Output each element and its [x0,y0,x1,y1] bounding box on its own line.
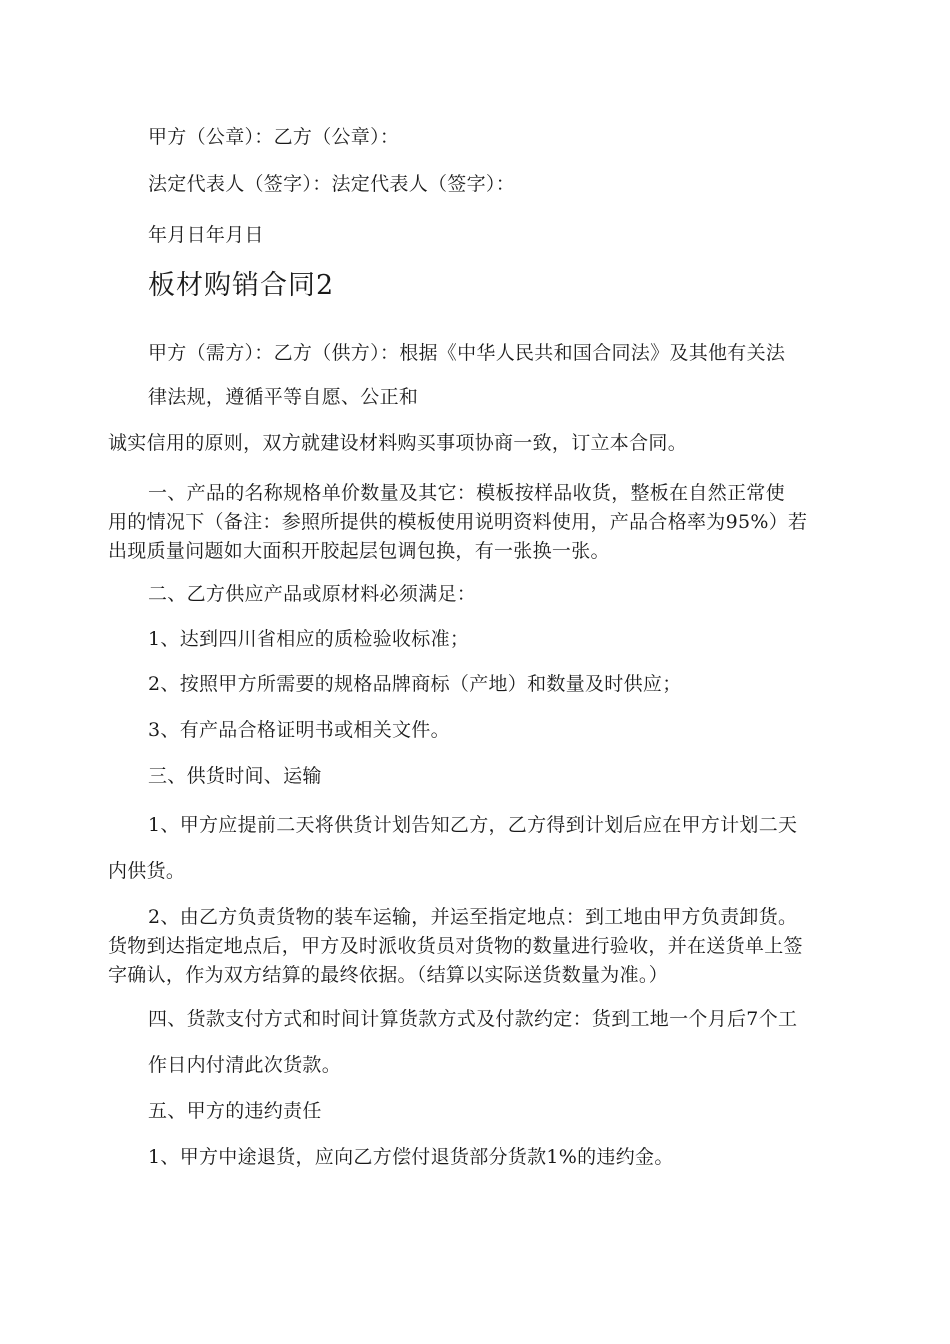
intro-line-1: 甲方（需方）：乙方（供方）：根据《中华人民共和国合同法》及其他有关法 [148,342,786,364]
party-seal-line: 甲方（公章）：乙方（公章）： [148,126,400,148]
section-2-item-2: 2、按照甲方所需要的规格品牌商标（产地）和数量及时供应； [148,673,682,695]
section-4-line-2: 作日内付清此次货款。 [148,1054,342,1076]
section-3-item-2-line-3: 字确认，作为双方结算的最终依据。（结算以实际送货数量为准。） [108,964,669,986]
section-5-item-1: 1、甲方中途退货，应向乙方偿付退货部分货款1%的违约金。 [148,1146,674,1168]
section-3-item-1-line-2: 内供货。 [108,860,186,882]
section-1-line-2: 用的情况下（备注：参照所提供的模板使用说明资料使用，产品合格率为95%）若 [108,511,808,533]
section-3-item-1-line-1: 1、甲方应提前二天将供货计划告知乙方，乙方得到计划后应在甲方计划二天 [148,814,798,836]
section-4-line-1: 四、货款支付方式和时间计算货款方式及付款约定：货到工地一个月后7个工 [148,1008,798,1030]
section-1-line-3: 出现质量问题如大面积开胶起层包调包换，有一张换一张。 [108,540,610,562]
section-3-heading: 三、供货时间、运输 [148,765,322,787]
date-line: 年月日年月日 [148,224,264,246]
section-3-item-2-line-1: 2、由乙方负责货物的装车运输，并运至指定地点：到工地由甲方负责卸货。 [148,906,798,928]
contract-title: 板材购销合同2 [148,270,335,301]
section-1-line-1: 一、产品的名称规格单价数量及其它：模板按样品收货，整板在自然正常使 [148,482,785,504]
section-3-item-2-line-2: 货物到达指定地点后，甲方及时派收货员对货物的数量进行验收，并在送货单上签 [108,935,803,957]
section-2-item-1: 1、达到四川省相应的质检验收标准； [148,628,470,650]
section-2-heading: 二、乙方供应产品或原材料必须满足： [148,583,477,605]
intro-line-2: 律法规，遵循平等自愿、公正和 [148,386,419,408]
intro-line-3: 诚实信用的原则，双方就建设材料购买事项协商一致，订立本合同。 [108,432,688,454]
legal-rep-line: 法定代表人（签字）：法定代表人（签字）： [148,173,516,195]
section-2-item-3: 3、有产品合格证明书或相关文件。 [148,719,450,741]
section-5-heading: 五、甲方的违约责任 [148,1100,322,1122]
